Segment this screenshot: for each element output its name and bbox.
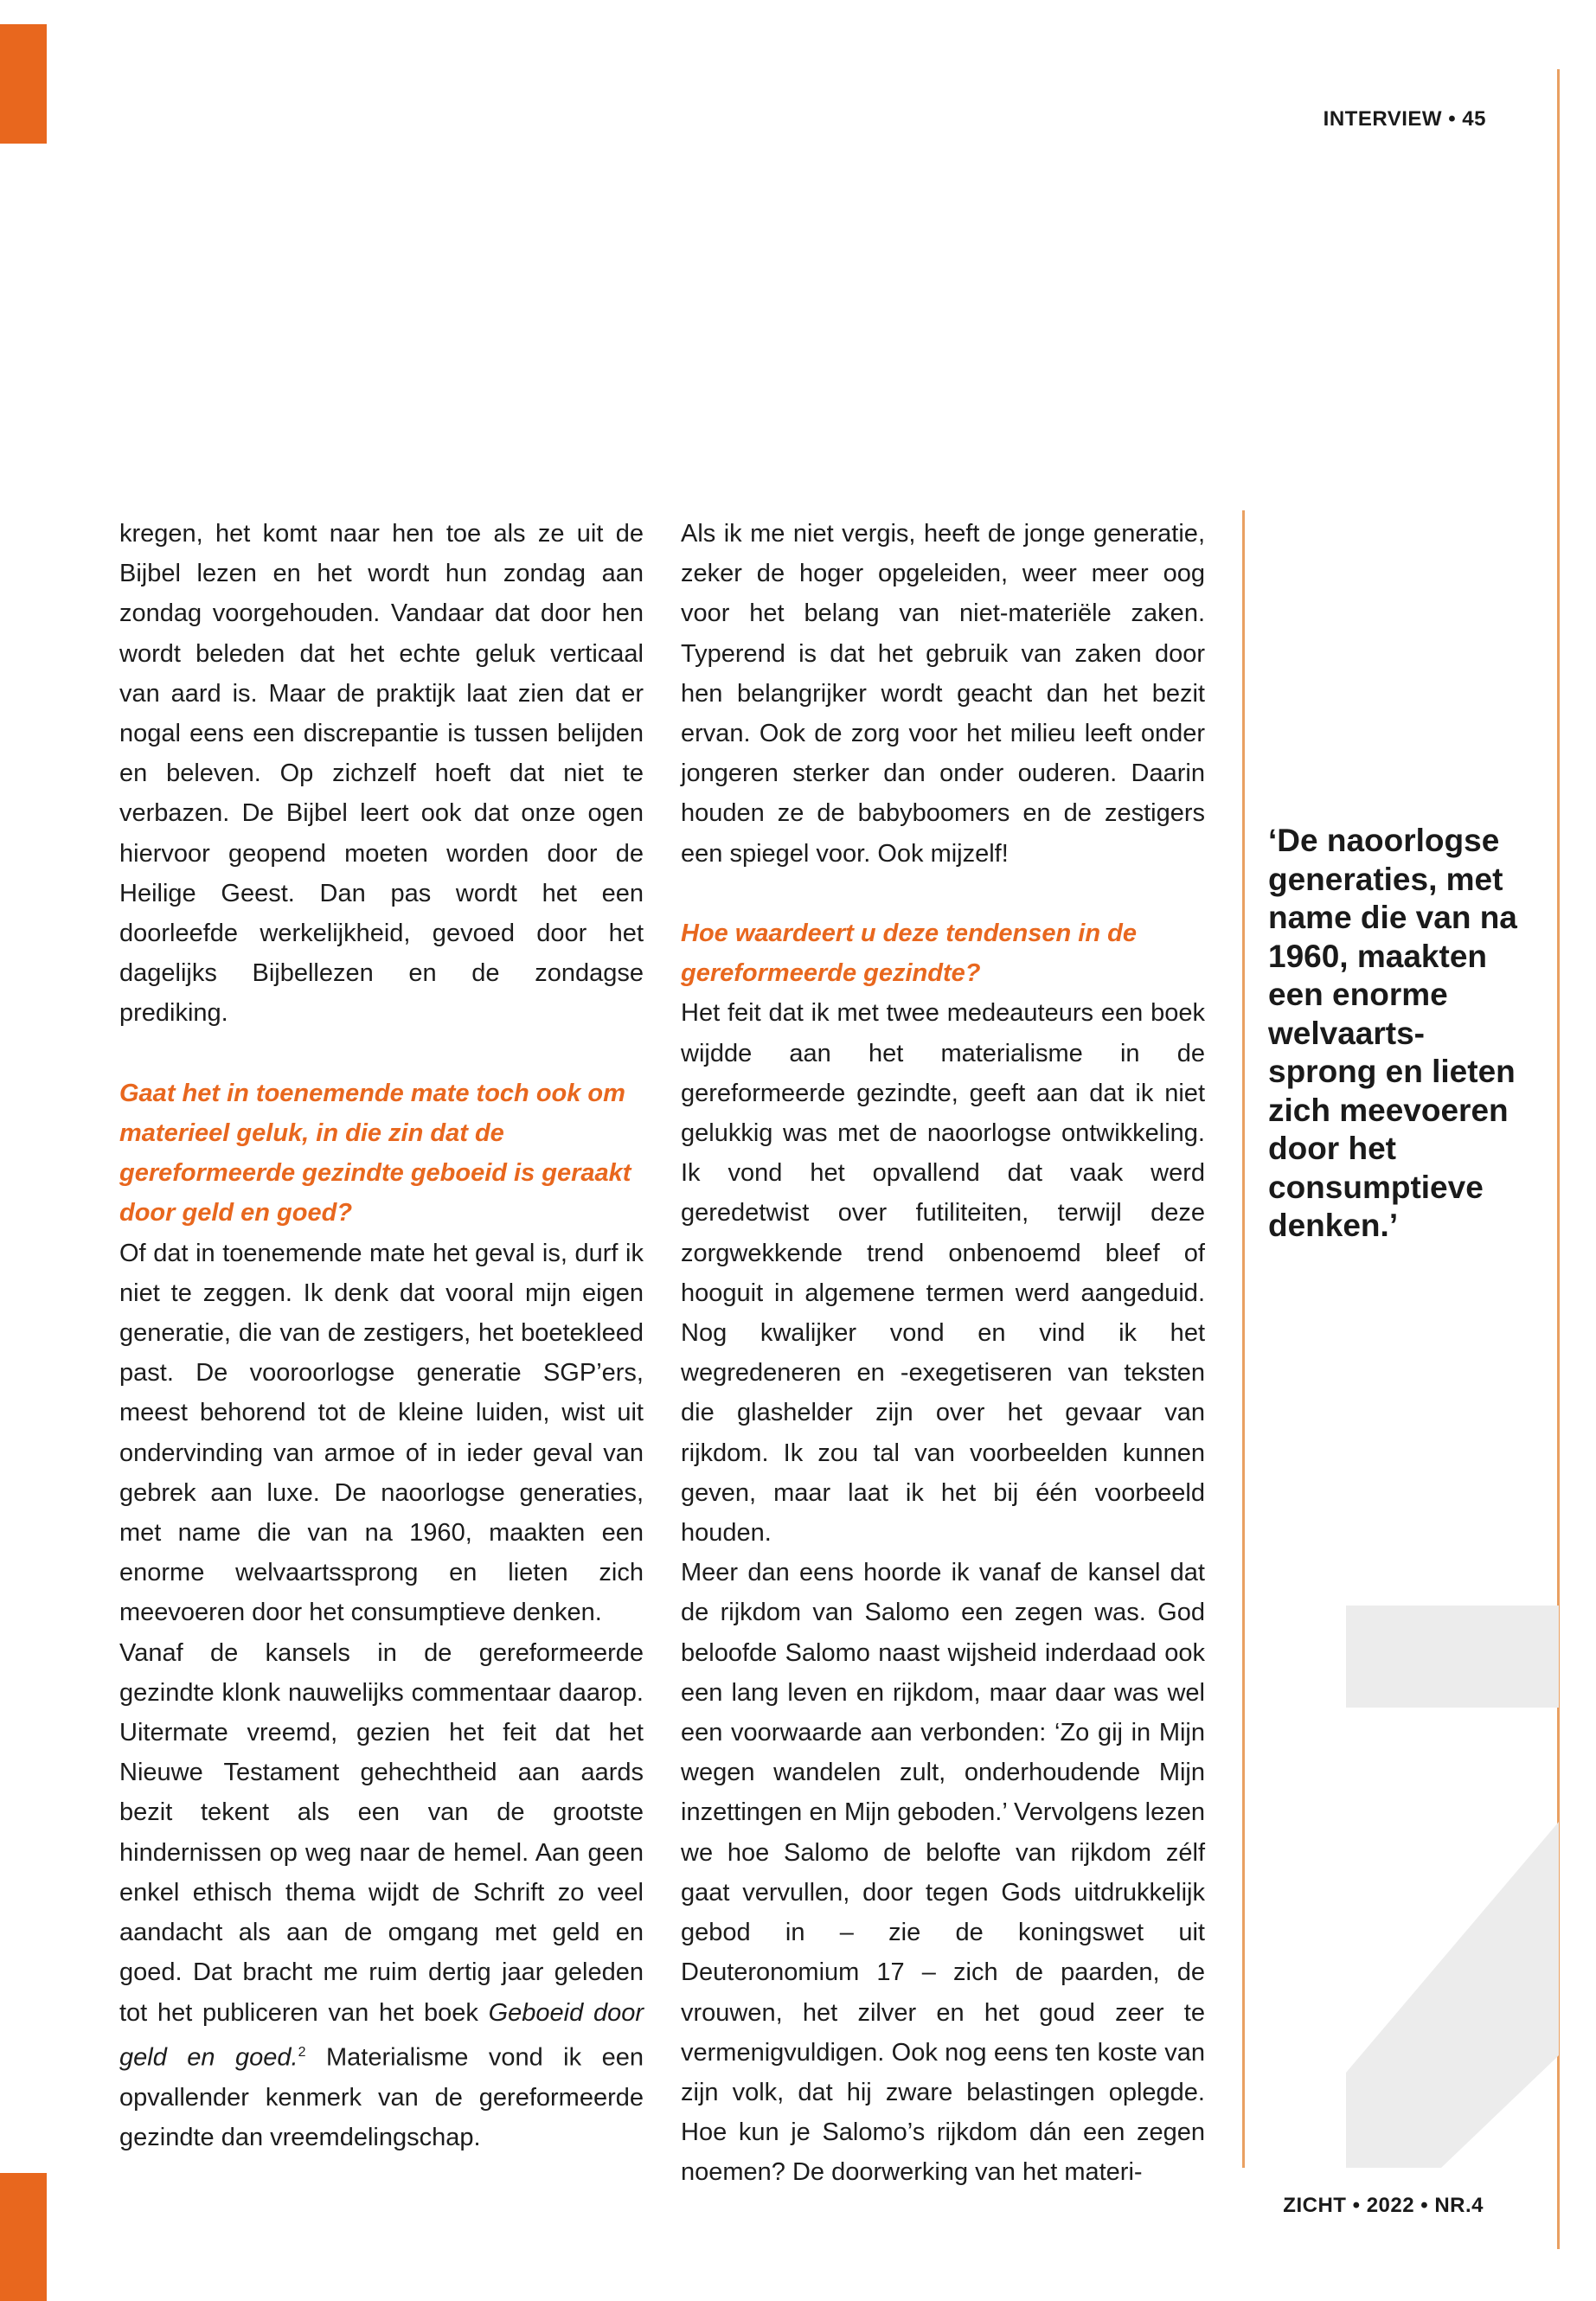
paragraph (119, 1633, 644, 2157)
paragraph: Meer dan eens hoorde ik vanaf de kansel dat de rijkdom van Salomo een zegen was. God beloofde Salomo naast wijsheid inderdaad ook een lang leven en rijkdom, maar daar was wel een voorwaarde aan verbonden: ‘Zo gij in Mijn wegen wandelen zult, onderhoudende Mijn inzettingen en Mijn geboden.’ Vervolgens lezen we hoe Salomo de belofte van rijkdom zélf gaat vervullen, door tegen Gods uitdrukkelijk gebod in – zie de koningswet uit Deuteronomium 17 – zich de paarden, de vrouwen, het zilver en het goud zeer te vermenigvuldigen. Ook nog eens ten koste van zijn volk, dat hij zware belastingen oplegde. Hoe kun je Salomo’s rijkdom dán een zegen noemen? De doorwerking van het materi- (681, 1559, 1205, 2187)
orange-edge-bar-top (0, 24, 47, 144)
paragraph: Als ik me niet vergis, heeft de jonge generatie, zeker de hoger opgeleiden, weer meer oog voor het belang van niet-materiële zaken. Typerend is dat het gebruik van zaken door hen belangrijker wordt geacht dan het bezit ervan. Ook de zorg voor het milieu leeft onder jongeren sterker dan onder ouderen. Daarin houden ze de babyboomers en de zestigers een spiegel voor. Ook mijzelf! (681, 520, 1205, 868)
decorative-z-shape (1346, 1606, 1559, 2168)
paragraph: Het feit dat ik met twee medeauteurs een boek wijdde aan het materialisme in de gereformeerde gezindte, geeft aan dat ik niet gelukkig was met de naoorlogse ontwikkeling. Ik vond het opvallend dat vaak werd geredetwist over futiliteiten, terwijl deze zorgwekkende trend onbenoemd bleef of hooguit in algemene termen werd aangeduid. Nog kwalijker vond en vind ik het wegredeneren en -exegetiseren van teksten die glashelder zijn over het gevaar van rijkdom. Ik zou tal van voorbeelden kunnen geven, maar laat ik het bij één voorbeeld houden. (681, 999, 1205, 1548)
running-foot: ZICHT • 2022 • NR.4 (1283, 2194, 1484, 2217)
book-title: Geboeid door geld en goed. (119, 1998, 644, 2072)
footnote-marker: 2 (298, 2044, 306, 2060)
interview-question: Gaat het in toenemende mate toch ook om materieel geluk, in die zin dat de gereformeerde gezindte geboeid is geraakt door geld en goed? (119, 1079, 631, 1227)
running-head: INTERVIEW • 45 (1323, 107, 1486, 131)
paragraph: kregen, het komt naar hen toe als ze uit de Bijbel lezen en het wordt hun zondag aan zondag voorgehouden. Vandaar dat door hen wordt beleden dat het echte geluk verticaal van aard is. Maar de praktijk laat zien dat er nogal eens een discrepantie is tussen belijden en beleven. Op zichzelf hoeft dat niet te verbazen. De Bijbel leert ook dat onze ogen hiervoor geopend moeten worden door de Heilige Geest. Dan pas wordt het een doorleefde werkelijkheid, gevoed door het dagelijks Bijbellezen en de zondagse prediking. (119, 520, 644, 1028)
interview-question: Hoe waardeert u deze tendensen in de gereformeerde gezindte? (681, 920, 1137, 988)
paragraph: Of dat in toenemende mate het geval is, durf ik niet te zeggen. Ik denk dat vooral mijn eigen generatie, die van de zestigers, het boetekleed past. De vooroorlogse generatie SGP’ers, meest behorend tot de kleine luiden, wist uit ondervinding van armoe of in ieder geval van gebrek aan luxe. De naoorlogse generaties, met name die van na 1960, maakten een enorme welvaartssprong en lieten zich meevoeren door het consumptieve denken. (119, 1239, 644, 1627)
pull-quote-divider (1242, 510, 1245, 2168)
paragraph-text: Materialisme vond ik een opvallender kenmerk van de gereformeerde gezindte dan vreemdelingschap. (119, 2043, 644, 2151)
paragraph-text: Vanaf de kansels in de gereformeerde gezindte klonk nauwelijks commentaar daarop. Uitermate vreemd, gezien het feit dat het Nieuwe Testament gehechtheid aan aards bezit tekent als een van de grootste hindernissen op weg naar de hemel. Aan geen enkel ethisch thema wijdt de Schrift zo veel aandacht als aan de omgang met geld en goed. Dat bracht me ruim dertig jaar geleden tot het publiceren van het boek (119, 1638, 644, 2027)
orange-edge-bar-bottom (0, 2173, 47, 2301)
article-column-left (119, 514, 644, 2157)
article-column-middle (681, 514, 1205, 2193)
pull-quote: ‘De naoorlogse generaties, met name die van na 1960, maakten een enorme welvaarts-sprong en lieten zich meevoeren door het consumptieve denken.’ (1268, 823, 1517, 1243)
